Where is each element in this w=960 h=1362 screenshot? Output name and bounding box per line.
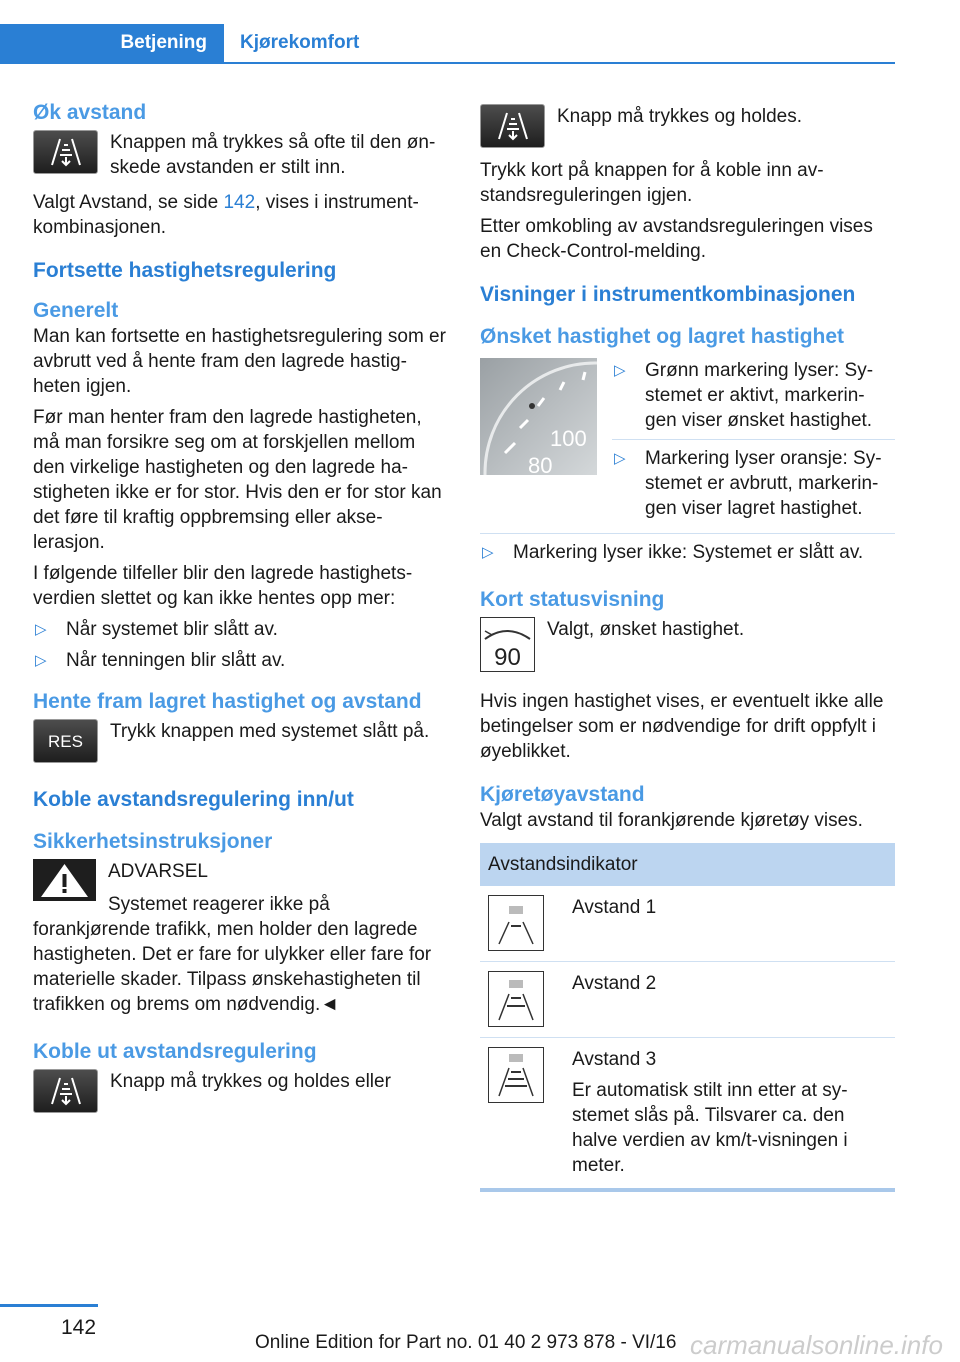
right-column <box>480 100 895 1192</box>
avstand-label: Avstand 3 <box>572 1049 657 1070</box>
tab-betjening[interactable]: Betjening <box>0 24 224 62</box>
table-row <box>480 886 895 962</box>
valgt-avstand-paragraph: Valgt Avstand, se side 142, vises i instrument-kombinasjonen. <box>33 192 419 238</box>
generelt-paragraph-2: Før man henter fram den lagrede hastigheten, må man forsikre seg om at forskjellen mellom den virkelige hastigheten og den lagrede ha-stigheten ikke er for stor. Hvis den er for stor kan det føre til kraftig oppbremsing eller akse-lerasjon. <box>33 407 442 553</box>
slettet-list <box>33 617 448 673</box>
list-item: ▷ Når systemet blir slått av. <box>35 619 278 640</box>
distance-button-icon <box>33 1069 98 1113</box>
kort-row <box>480 617 895 679</box>
knapp-text: Knapp må trykkes og holdes. <box>557 106 803 127</box>
right-paragraph-1: Trykk kort på knappen for å koble inn av-standsreguleringen igjen. <box>480 160 824 206</box>
page-number: 142 <box>61 1316 97 1339</box>
generelt-paragraph-3: I følgende tilfeller blir den lagrede hastighets-verdien slettet og kan ikke hentes opp mer: <box>33 563 413 609</box>
heading-koble-ut: Koble ut avstandsregulering <box>33 1040 317 1063</box>
section-tabs <box>0 24 895 64</box>
table-row <box>480 962 895 1038</box>
heading-hente: Hente fram lagret hastighet og avstand <box>33 690 422 713</box>
list-item: ▷ Markering lyser oransje: Sy-stemet er avbrutt, markerin-gen viser lagret hastighet. <box>614 448 882 519</box>
markering-list-b <box>480 533 895 565</box>
triangle-bullet-icon: ▷ <box>614 450 626 467</box>
distance-2-icon <box>488 971 544 1027</box>
speedo-label-80: 80 <box>528 453 553 475</box>
list-item: ▷ Markering lyser ikke: Systemet er slått av. <box>482 542 864 563</box>
advarsel-text: Systemet reagerer ikke på forankjørende trafikk, men holder den lagrede hastigheten. Det er fare for ulykker eller fare for materielle skader. Tilpass ønskehastigheten til trafikken og brems om nødvendig.◄ <box>33 894 432 1015</box>
heading-onsket: Ønsket hastighet og lagret hastighet <box>480 325 845 348</box>
heading-sikker: Sikkerhetsinstruksjoner <box>33 830 273 853</box>
svg-text:90: 90 <box>494 644 521 671</box>
koble-ut-row <box>33 1069 448 1113</box>
avstand-label: Avstand 2 <box>572 973 657 994</box>
heading-kjoretoy: Kjøretøyavstand <box>480 783 645 806</box>
kort-paragraph: Hvis ingen hastighet vises, er eventuelt ikke alle betingelser som er nødvendige for drift oppfylt i øyeblikket. <box>480 691 884 762</box>
distance-1-icon <box>488 895 544 951</box>
speedometer-image <box>480 358 597 475</box>
res-button-icon: RES <box>33 719 98 763</box>
hente-text: Trykk knappen med systemet slått på. <box>110 721 430 742</box>
page-link[interactable]: 142 <box>223 192 256 213</box>
advarsel-title: ADVARSEL <box>108 861 208 882</box>
list-item: ▷ Grønn markering lyser: Sy-stemet er aktivt, markerin-gen viser ønsket hastighet. <box>612 358 895 440</box>
avstand-description: Er automatisk stilt inn etter at sy-stemet slås på. Tilsvarer ca. den halve verdien av km/t-visningen i meter. <box>572 1080 848 1176</box>
knapp-row <box>480 104 895 148</box>
triangle-bullet-icon: ▷ <box>35 652 47 669</box>
right-paragraph-2: Etter omkobling av avstandsreguleringen vises en Check-Control-melding. <box>480 216 873 262</box>
triangle-bullet-icon: ▷ <box>35 621 47 638</box>
warning-triangle-icon <box>33 859 96 901</box>
heading-visninger: Visninger i instrumentkombinasjonen <box>480 283 856 306</box>
watermark: carmanualsonline.info <box>690 1330 943 1360</box>
kjoretoy-paragraph: Valgt avstand til forankjørende kjøretøy vises. <box>480 810 863 831</box>
distance-button-icon <box>33 130 98 174</box>
hente-row <box>33 719 448 763</box>
list-item: ▷ Når tenningen blir slått av. <box>35 650 286 671</box>
generelt-paragraph-1: Man kan fortsette en hastighetsregulering som er avbrutt ved å hente fram den lagrede hastig-heten igjen. <box>33 326 446 397</box>
ok-avstand-row <box>33 130 448 180</box>
heading-generelt: Generelt <box>33 299 119 322</box>
speedo-label-100: 100 <box>550 426 587 451</box>
heading-kort: Kort statusvisning <box>480 588 665 611</box>
markering-list <box>612 358 895 527</box>
triangle-bullet-icon: ▷ <box>482 544 494 561</box>
koble-ut-text: Knapp må trykkes og holdes eller <box>110 1071 391 1092</box>
heading-ok-avstand: Øk avstand <box>33 101 147 124</box>
table-header: Avstandsindikator <box>480 843 895 886</box>
speedo-row <box>480 358 895 527</box>
triangle-bullet-icon: ▷ <box>614 362 626 379</box>
left-column <box>33 100 448 1123</box>
heading-koble: Koble avstandsregulering inn/ut <box>33 788 354 811</box>
edition-text: Online Edition for Part no. 01 40 2 973 878 - VI/16 <box>255 1332 677 1353</box>
heading-fortsette: Fortsette hastighetsregulering <box>33 259 337 282</box>
ok-avstand-text: Knappen må trykkes så ofte til den øn-skede avstanden er stilt inn. <box>110 132 436 178</box>
tab-kjorekomfort[interactable]: Kjørekomfort <box>240 32 360 53</box>
distance-3-icon <box>488 1047 544 1103</box>
speed-status-icon <box>480 617 535 672</box>
avstand-table <box>480 843 895 1192</box>
kort-text: Valgt, ønsket hastighet. <box>547 619 745 640</box>
avstand-label: Avstand 1 <box>572 897 657 918</box>
distance-button-icon <box>480 104 545 148</box>
table-row <box>480 1038 895 1188</box>
footer-rule <box>0 1304 98 1307</box>
